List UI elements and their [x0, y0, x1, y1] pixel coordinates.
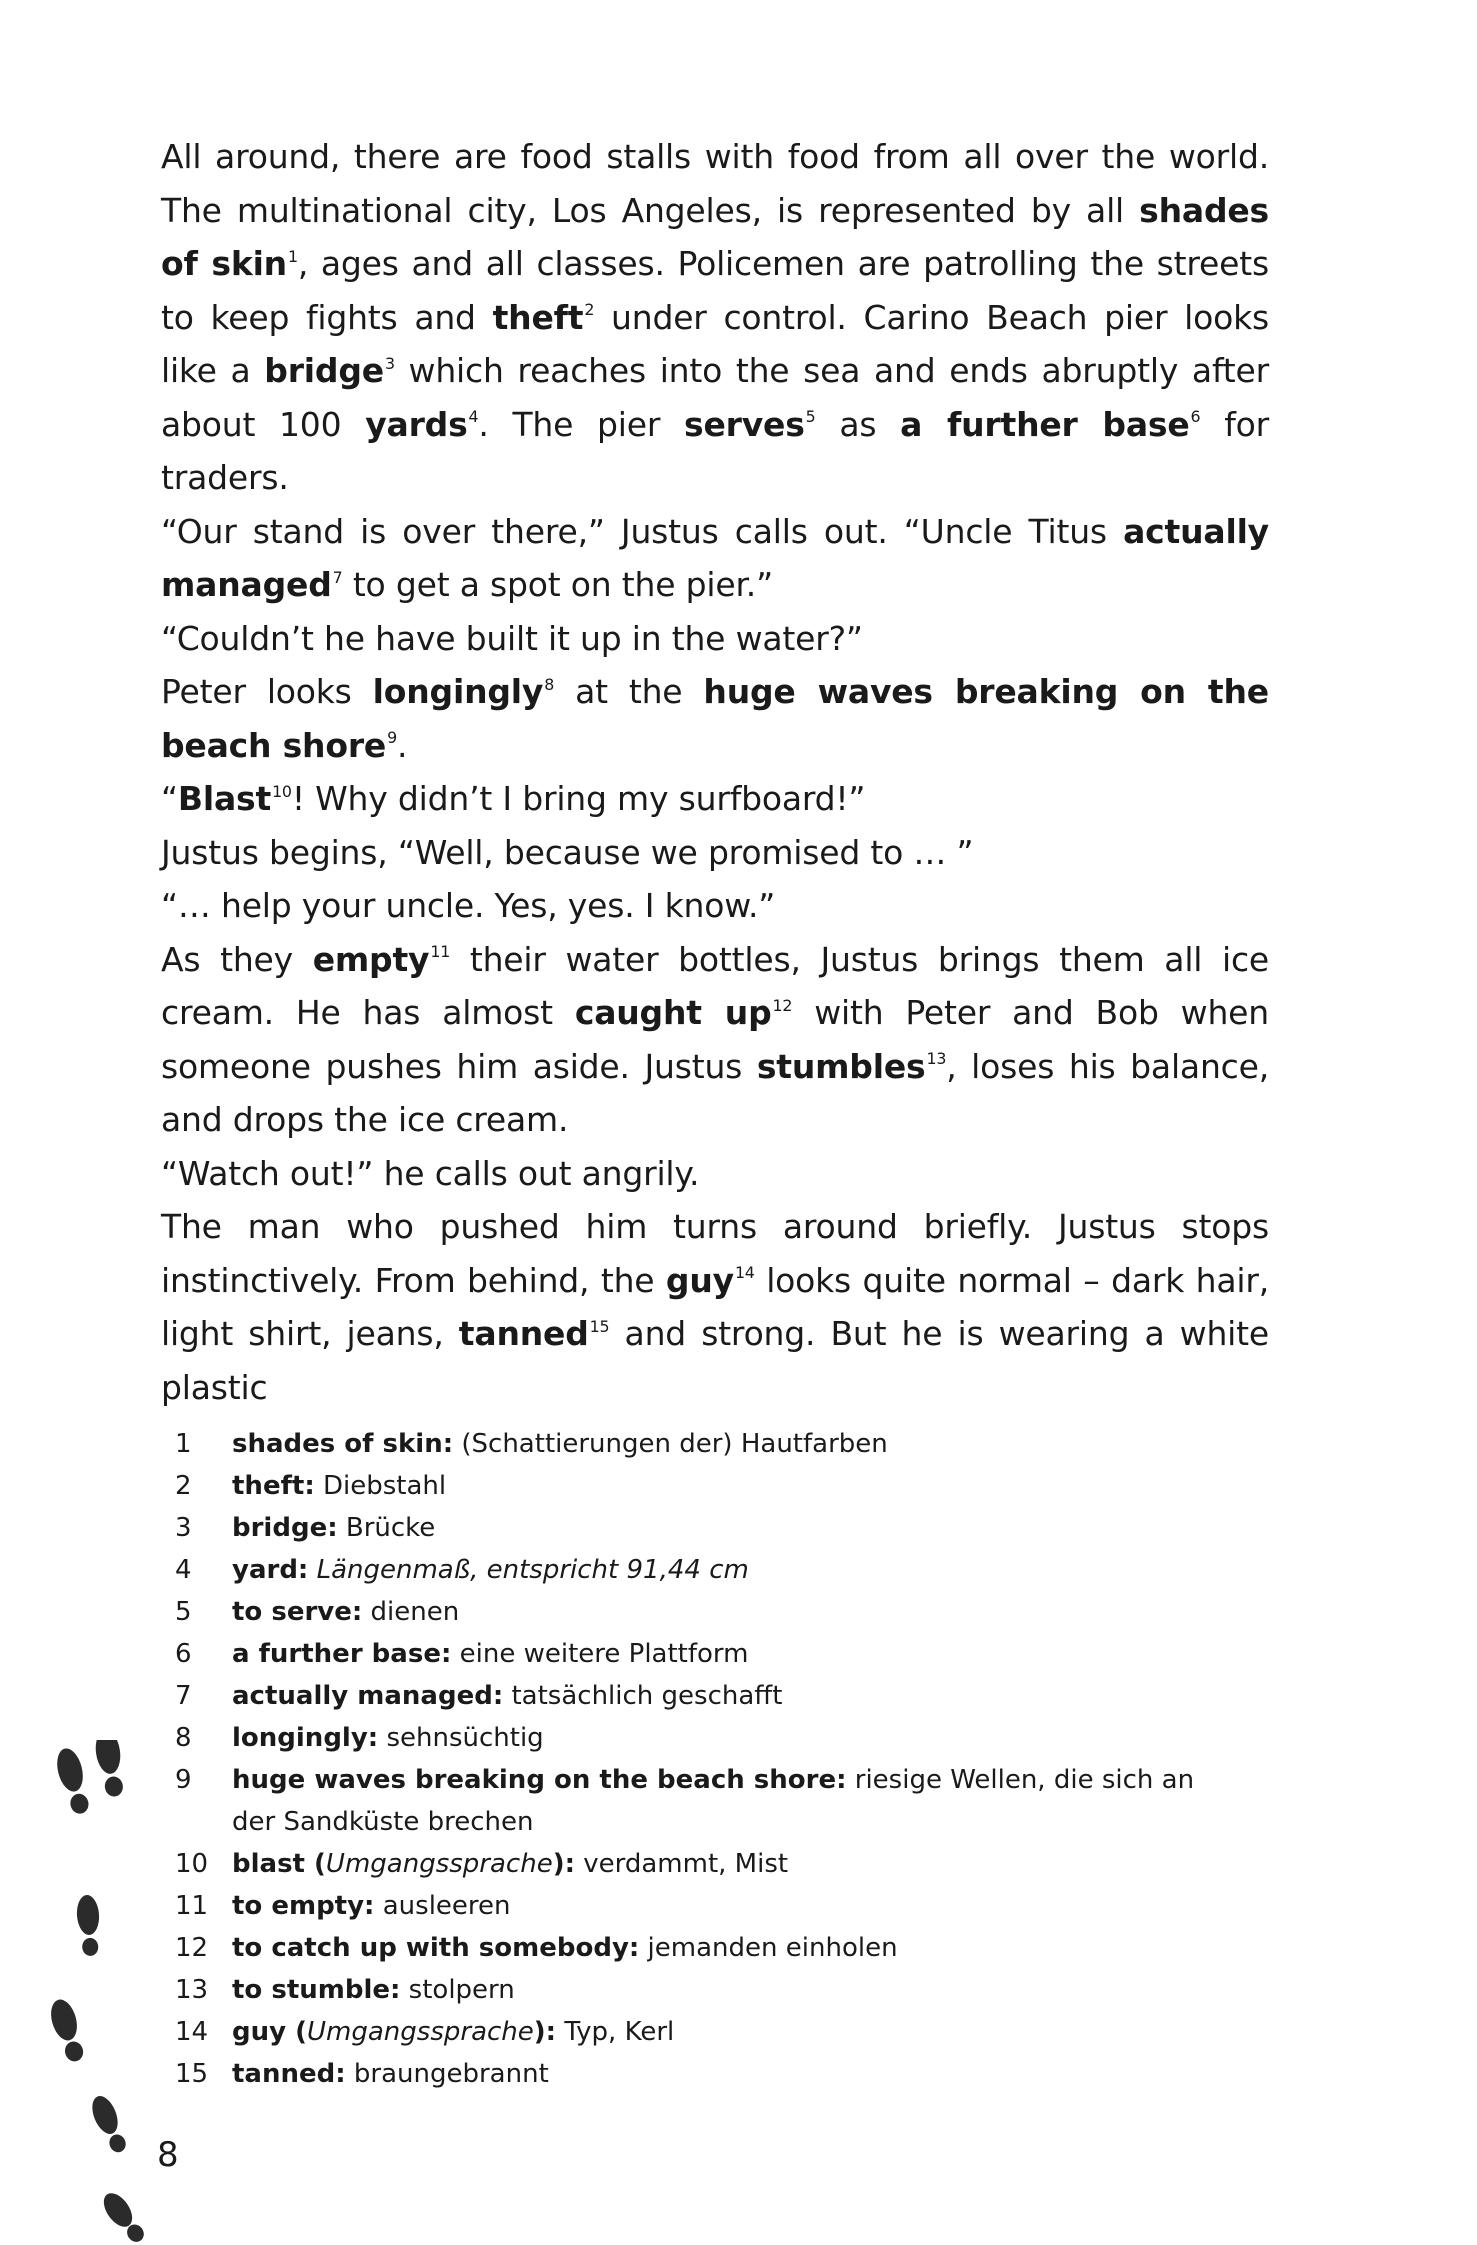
text-run: looks quite normal – dark hair, light shirt, jeans, — [161, 1260, 1269, 1353]
footnote-4 — [175, 1549, 1235, 1591]
footnote-term: to serve: — [232, 1597, 363, 1627]
footnote-number: 1 — [175, 1429, 192, 1459]
vocab-empty: empty — [312, 939, 430, 979]
paragraph-9: “Watch out!” he calls out angrily. — [161, 1153, 700, 1193]
vocab-further-base: a further base — [900, 404, 1190, 444]
footnote-text — [232, 1591, 1235, 1633]
paragraph-7: “… help your uncle. Yes, yes. I know.” — [161, 886, 776, 925]
text-run: , ages and all classes. Policemen are patrolling the streets to keep fights and — [161, 244, 1269, 337]
footnote-term: tanned: — [232, 2059, 346, 2089]
footnote-text — [232, 2053, 1235, 2095]
footnote-3 — [175, 1507, 1235, 1549]
footnote-term: yard: — [232, 1555, 309, 1585]
footnote-meaning: (Schattierungen der) Hautfarben — [453, 1429, 888, 1459]
footnote-term: guy — [232, 2017, 287, 2047]
footnote-number: 8 — [175, 1723, 192, 1753]
footnote-11 — [175, 1885, 1235, 1927]
footnote-text — [232, 1927, 1235, 1969]
footnote-14 — [175, 2011, 1235, 2053]
vocab-serves: serves — [684, 404, 805, 444]
footnote-paren: ): — [533, 2017, 557, 2047]
footnote-meaning: tatsächlich geschafft — [503, 1681, 783, 1711]
footnote-text — [232, 1717, 1235, 1759]
footnote-term: shades of skin: — [232, 1429, 454, 1459]
footnote-ref: 6 — [1190, 407, 1201, 427]
footnote-meaning: ausleeren — [374, 1891, 511, 1921]
text-run: ! Why didn’t I bring my surfboard!” — [291, 779, 866, 818]
text-run: at the — [554, 672, 704, 711]
text-run: , loses his balance, and drops the ice cream. — [161, 1046, 1269, 1139]
footnote-ref: 3 — [384, 353, 395, 373]
text-run: for traders. — [161, 404, 1269, 497]
vocab-guy: guy — [665, 1260, 734, 1300]
footnote-text — [232, 1549, 1235, 1591]
footnote-1 — [175, 1423, 1235, 1465]
paragraph-8 — [161, 933, 1269, 1147]
footnote-text — [232, 1675, 1235, 1717]
footprint-pair-top — [53, 1740, 126, 1817]
footnote-meaning: eine weitere Plattform — [451, 1639, 749, 1669]
text-run: . — [396, 725, 408, 765]
footnote-number: 9 — [175, 1765, 192, 1795]
footnote-meaning: jemanden einholen — [639, 1933, 898, 1963]
footnote-term: actually managed: — [232, 1681, 504, 1711]
page-number: 8 — [157, 2135, 179, 2175]
text-run: All around, there are food stalls with food from all over the world. The multinational city, Los Angeles, is represented by all — [161, 137, 1269, 230]
footnote-usage-note: Umgangssprache — [325, 1849, 553, 1879]
footnote-meaning: Längenmaß, entspricht 91,44 cm — [308, 1555, 749, 1585]
footnote-ref: 4 — [468, 407, 479, 427]
text-run: which reaches into the sea and ends abruptly after about 100 — [161, 351, 1269, 444]
footnote-meaning: dienen — [362, 1597, 460, 1627]
footnote-number: 10 — [175, 1849, 209, 1879]
vocab-bridge: bridge — [264, 351, 384, 390]
footnote-7 — [175, 1675, 1235, 1717]
footnote-term: bridge: — [232, 1513, 338, 1543]
footnote-10 — [175, 1843, 1235, 1885]
footnote-number: 12 — [175, 1933, 209, 1963]
paragraph-4 — [161, 665, 1269, 772]
footnote-text — [232, 1759, 1235, 1843]
footnote-6 — [175, 1633, 1235, 1675]
footnote-number: 15 — [175, 2059, 209, 2089]
footnotes — [175, 1423, 1235, 2095]
footnote-term: to stumble: — [232, 1975, 401, 2005]
footnote-meaning: sehnsüchtig — [378, 1723, 544, 1753]
text-run: “Our stand is over there,” Justus calls out. “Uncle Titus — [161, 511, 1124, 551]
vocab-stumbles: stumbles — [756, 1046, 926, 1086]
footnote-number: 7 — [175, 1681, 192, 1711]
footnote-number: 13 — [175, 1975, 209, 2005]
footnote-term: blast — [232, 1849, 305, 1879]
paragraph-2 — [161, 505, 1269, 612]
text-run: Peter looks — [161, 672, 373, 711]
footnote-meaning: Typ, Kerl — [556, 2017, 675, 2047]
footnote-term: theft: — [232, 1471, 315, 1501]
footnote-text — [232, 1633, 1235, 1675]
footnote-text — [232, 1969, 1235, 2011]
text-run: to get a spot on the pier.” — [342, 565, 773, 604]
text-run: The man who pushed him turns around briefly. Justus stops instinctively. From behind, the — [161, 1207, 1269, 1300]
footnote-text — [232, 1885, 1235, 1927]
text-run: as — [815, 404, 901, 444]
footnote-term: to catch up with somebody: — [232, 1933, 640, 1963]
footnote-13 — [175, 1969, 1235, 2011]
footnote-usage-note: Umgangssprache — [307, 2017, 534, 2047]
footnote-ref: 9 — [387, 728, 397, 748]
text-run: their water bottles, Justus brings them all ice cream. He has almost — [161, 939, 1269, 1032]
footnote-ref: 2 — [584, 300, 595, 320]
footnote-number: 2 — [175, 1471, 192, 1501]
footnote-ref: 11 — [430, 942, 451, 962]
footnote-ref: 14 — [734, 1263, 755, 1283]
text-run: “ — [161, 779, 178, 818]
footnote-text — [232, 2011, 1235, 2053]
story-text — [161, 130, 1269, 1414]
footnote-ref: 12 — [772, 995, 793, 1015]
footnote-paren: ( — [286, 2017, 308, 2047]
footnote-text — [232, 1423, 1235, 1465]
footnote-meaning: Brücke — [337, 1513, 436, 1543]
footnote-15 — [175, 2053, 1235, 2095]
vocab-blast: Blast — [177, 779, 272, 818]
footnote-meaning: Diebstahl — [314, 1471, 447, 1501]
footnote-term: a further base: — [232, 1639, 452, 1669]
footnote-ref: 1 — [287, 246, 298, 266]
text-run: under control. Carino Beach pier looks like a — [161, 297, 1269, 390]
footnote-paren: ): — [552, 1849, 575, 1879]
footnote-term: longingly: — [232, 1723, 379, 1753]
text-run: and strong. But he is wearing a white plastic — [161, 1314, 1269, 1407]
footnote-text — [232, 1843, 1235, 1885]
footnote-9 — [175, 1759, 1235, 1843]
footnote-ref: 13 — [926, 1049, 947, 1069]
footnote-meaning: verdammt, Mist — [574, 1849, 789, 1879]
footnote-meaning: braungebrannt — [345, 2059, 549, 2089]
footnote-ref: 7 — [332, 567, 343, 587]
footnote-term: to empty: — [232, 1891, 375, 1921]
footnote-term: huge waves breaking on the beach shore: — [232, 1765, 847, 1795]
vocab-yards: yards — [365, 404, 468, 444]
footprints-icon — [0, 1740, 200, 2245]
footnote-number: 4 — [175, 1555, 192, 1585]
vocab-shades-of-skin: shades of skin — [161, 190, 1269, 283]
footnote-ref: 10 — [272, 781, 292, 801]
vocab-tanned: tanned — [458, 1314, 589, 1353]
paragraph-10 — [161, 1200, 1269, 1414]
text-run: . The pier — [478, 404, 685, 444]
vocab-caught-up: caught up — [574, 993, 772, 1032]
footnote-2 — [175, 1465, 1235, 1507]
paragraph-6: Justus begins, “Well, because we promised to … ” — [161, 832, 974, 872]
footnote-number: 3 — [175, 1513, 192, 1543]
footnote-number: 6 — [175, 1639, 192, 1669]
footnote-text — [232, 1507, 1235, 1549]
footnote-5 — [175, 1591, 1235, 1633]
footnote-text — [232, 1465, 1235, 1507]
footnote-paren: ( — [304, 1849, 326, 1879]
footprint-single — [47, 1894, 149, 2245]
vocab-actually-managed: actually managed — [161, 511, 1269, 604]
vocab-theft: theft — [492, 297, 584, 337]
footnote-meaning: stolpern — [400, 1975, 515, 2005]
paragraph-3: “Couldn’t he have built it up in the water?” — [161, 618, 863, 658]
footnote-12 — [175, 1927, 1235, 1969]
vocab-longingly: longingly — [372, 672, 544, 711]
footnote-number: 14 — [175, 2017, 209, 2047]
vocab-huge-waves: huge waves breaking on the beach shore — [161, 672, 1269, 765]
text-run: with Peter and Bob when someone pushes him aside. Justus — [161, 993, 1269, 1086]
paragraph-5 — [161, 772, 1269, 826]
footnote-number: 11 — [175, 1891, 209, 1921]
paragraph-1 — [161, 130, 1269, 505]
footnote-ref: 8 — [544, 674, 555, 694]
footnote-meaning: riesige Wellen, die sich an der Sandküste brechen — [232, 1765, 1195, 1837]
footnote-number: 5 — [175, 1597, 192, 1627]
footnote-8 — [175, 1717, 1235, 1759]
text-run: As they — [161, 939, 313, 979]
footnote-ref: 5 — [805, 407, 816, 427]
footnote-ref: 15 — [589, 1316, 610, 1336]
